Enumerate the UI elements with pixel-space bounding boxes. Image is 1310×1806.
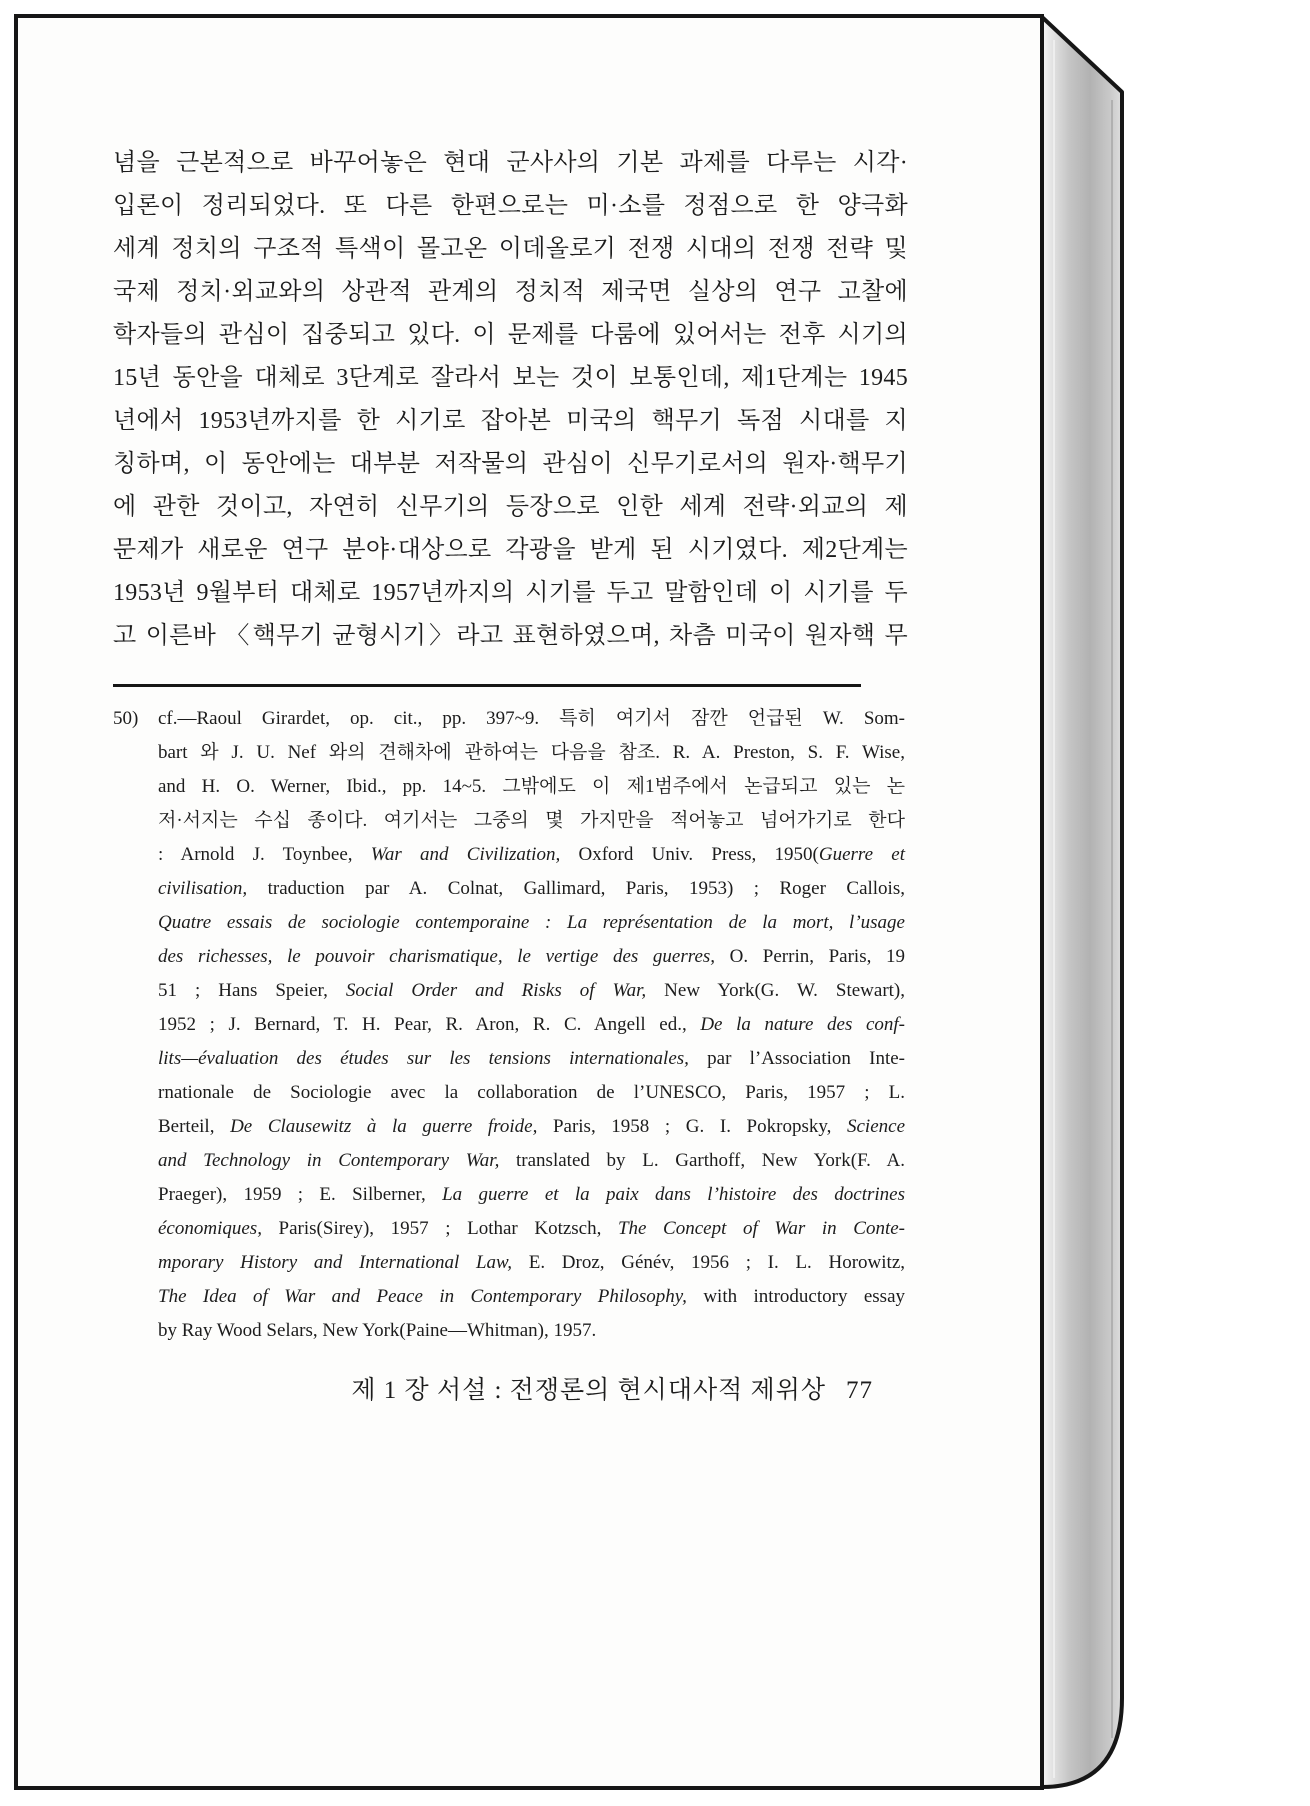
- footnote-title-italic: The Idea of War and Peace in Contemporary Philosophy,: [158, 1286, 687, 1307]
- footnote-title-italic: des richesses, le pouvoir charismatique, le vertige des guerres,: [158, 946, 716, 967]
- body-line: 에 관한 것이고, 자연히 신무기의 등장으로 인한 세계 전략·외교의 제: [113, 494, 908, 520]
- body-line: 칭하며, 이 동안에는 대부분 저작물의 관심이 신무기로서의 원자·핵무기: [113, 451, 908, 477]
- footnote-lines: [113, 702, 905, 1348]
- footnote-text: 1952 ; J. Bernard, T. H. Pear, R. Aron, R. C. Angell ed.,: [158, 1014, 701, 1035]
- footer-chapter-title: 제 1 장 서설 : 전쟁론의 현시대사적 제위상: [351, 1377, 826, 1404]
- footnote-line: [158, 736, 905, 770]
- footnote-text: and H. O. Werner, Ibid., pp. 14~5. 그밖에도 이 제1범주에서 논급되고 있는 논: [158, 776, 905, 797]
- footnote-text: : Arnold J. Toynbee,: [158, 844, 371, 865]
- footnote-text: O. Perrin, Paris, 19: [715, 946, 905, 967]
- footnote-title-italic: Social Order and Risks of War,: [345, 980, 647, 1001]
- footnote-text: cf.—Raoul Girardet, op. cit., pp. 397~9. 특히 여기서 잠깐 언급된 W. Som-: [158, 708, 905, 729]
- body-line: 입론이 정리되었다. 또 다른 한편으로는 미·소를 정점으로 한 양극화: [113, 193, 908, 219]
- body-line: 념을 근본적으로 바꾸어놓은 현대 군사사의 기본 과제를 다루는 시각·: [113, 150, 908, 176]
- body-line: 문제가 새로운 연구 분야·대상으로 각광을 받게 된 시기였다. 제2단계는: [113, 537, 908, 563]
- footnote-text: 저·서지는 수십 종이다. 여기서는 그중의 몇 가지만을 적어놓고 넘어가기로 한다: [158, 810, 905, 831]
- footnote-title-italic: Quatre essais de sociologie contemporaine : La représentation de la mort, l’usage: [158, 912, 905, 933]
- footnote-title-italic: The Concept of War in Conte-: [617, 1218, 905, 1239]
- footnote-line: [158, 1212, 905, 1246]
- footnote-title-italic: and Technology in Contemporary War,: [158, 1150, 500, 1171]
- footnote-text: 51 ; Hans Speier,: [158, 980, 346, 1001]
- footnote-line: [158, 974, 905, 1008]
- body-line: 년에서 1953년까지를 한 시기로 잡아본 미국의 핵무기 독점 시대를 지: [113, 408, 908, 434]
- footnote-text: rnationale de Sociologie avec la collaboration de l’UNESCO, Paris, 1957 ; L.: [158, 1082, 905, 1103]
- footnote-title-italic: De la nature des conf-: [700, 1014, 905, 1035]
- footnote-text: bart 와 J. U. Nef 와의 견해차에 관하여는 다음을 참조. R. A. Preston, S. F. Wise,: [158, 742, 905, 763]
- footnote-line: [158, 1144, 905, 1178]
- page-number: 77: [846, 1377, 873, 1404]
- footnote-text: traduction par A. Colnat, Gallimard, Paris, 1953) ; Roger Callois,: [247, 878, 905, 899]
- footnote-line: [158, 804, 905, 838]
- footnote-line: [158, 906, 905, 940]
- footnote-title-italic: De Clausewitz à la guerre froide,: [230, 1116, 538, 1137]
- body-line: 1953년 9월부터 대체로 1957년까지의 시기를 두고 말함인데 이 시기를 두: [113, 580, 908, 606]
- footnote-title-italic: La guerre et la paix dans l’histoire des doctrines: [442, 1184, 905, 1205]
- footnote-line: [158, 1076, 905, 1110]
- footnote-text: E. Droz, Génév, 1956 ; I. L. Horowitz,: [512, 1252, 905, 1273]
- body-text: [113, 142, 908, 658]
- footnote-text: New York(G. W. Stewart),: [646, 980, 906, 1001]
- footnote-title-italic: civilisation,: [158, 878, 248, 899]
- footnote-line: [158, 1314, 905, 1348]
- footnote-text: Paris, 1958 ; G. I. Pokropsky,: [537, 1116, 847, 1137]
- footnote-line: [158, 1042, 905, 1076]
- footnote-title-italic: Science: [846, 1116, 905, 1137]
- footnote-text: Paris(Sirey), 1957 ; Lothar Kotzsch,: [261, 1218, 618, 1239]
- footnote-title-italic: lits—évaluation des études sur les tensions internationales,: [158, 1048, 689, 1069]
- footnote-separator: [113, 684, 861, 687]
- footnote-text: translated by L. Garthoff, New York(F. A.: [499, 1150, 905, 1171]
- footnote-line: [158, 872, 905, 906]
- footnote-text: by Ray Wood Selars, New York(Paine—Whitman), 1957.: [158, 1320, 597, 1341]
- footnote-marker: 50): [113, 708, 139, 729]
- footnote: [113, 702, 905, 1348]
- footnote-line: [158, 702, 905, 736]
- footnote-line: [158, 1008, 905, 1042]
- footnote-text: Berteil,: [158, 1116, 231, 1137]
- footnote-title-italic: War and Civilization,: [370, 844, 561, 865]
- body-line: 학자들의 관심이 집중되고 있다. 이 문제를 다룸에 있어서는 전후 시기의: [113, 322, 908, 348]
- footnote-text: with introductory essay: [686, 1286, 905, 1307]
- footnote-line: [158, 838, 905, 872]
- footnote-line: [158, 1246, 905, 1280]
- body-line: 국제 정치·외교와의 상관적 관계의 정치적 제국면 실상의 연구 고찰에: [113, 279, 908, 305]
- footnote-line: [158, 1280, 905, 1314]
- footnote-line: [158, 940, 905, 974]
- footnote-text: par l’Association Inte-: [688, 1048, 905, 1069]
- footnote-text: Oxford Univ. Press, 1950(: [560, 844, 819, 865]
- footnote-title-italic: économiques,: [158, 1218, 262, 1239]
- footnote-line: [158, 1110, 905, 1144]
- footnote-title-italic: mporary History and International Law,: [158, 1252, 513, 1273]
- body-line: 세계 정치의 구조적 특색이 몰고온 이데올로기 전쟁 시대의 전쟁 전략 및: [113, 236, 908, 262]
- body-line: 고 이른바 〈핵무기 균형시기〉라고 표현하였으며, 차츰 미국이 원자핵 무: [113, 623, 908, 649]
- footnote-line: [158, 1178, 905, 1212]
- page-footer: [113, 1372, 908, 1410]
- footnote-title-italic: Guerre et: [818, 844, 905, 865]
- footnote-text: Praeger), 1959 ; E. Silberner,: [158, 1184, 443, 1205]
- footnote-line: [158, 770, 905, 804]
- body-line: 15년 동안을 대체로 3단계로 잘라서 보는 것이 보통인데, 제1단계는 1945: [113, 365, 908, 391]
